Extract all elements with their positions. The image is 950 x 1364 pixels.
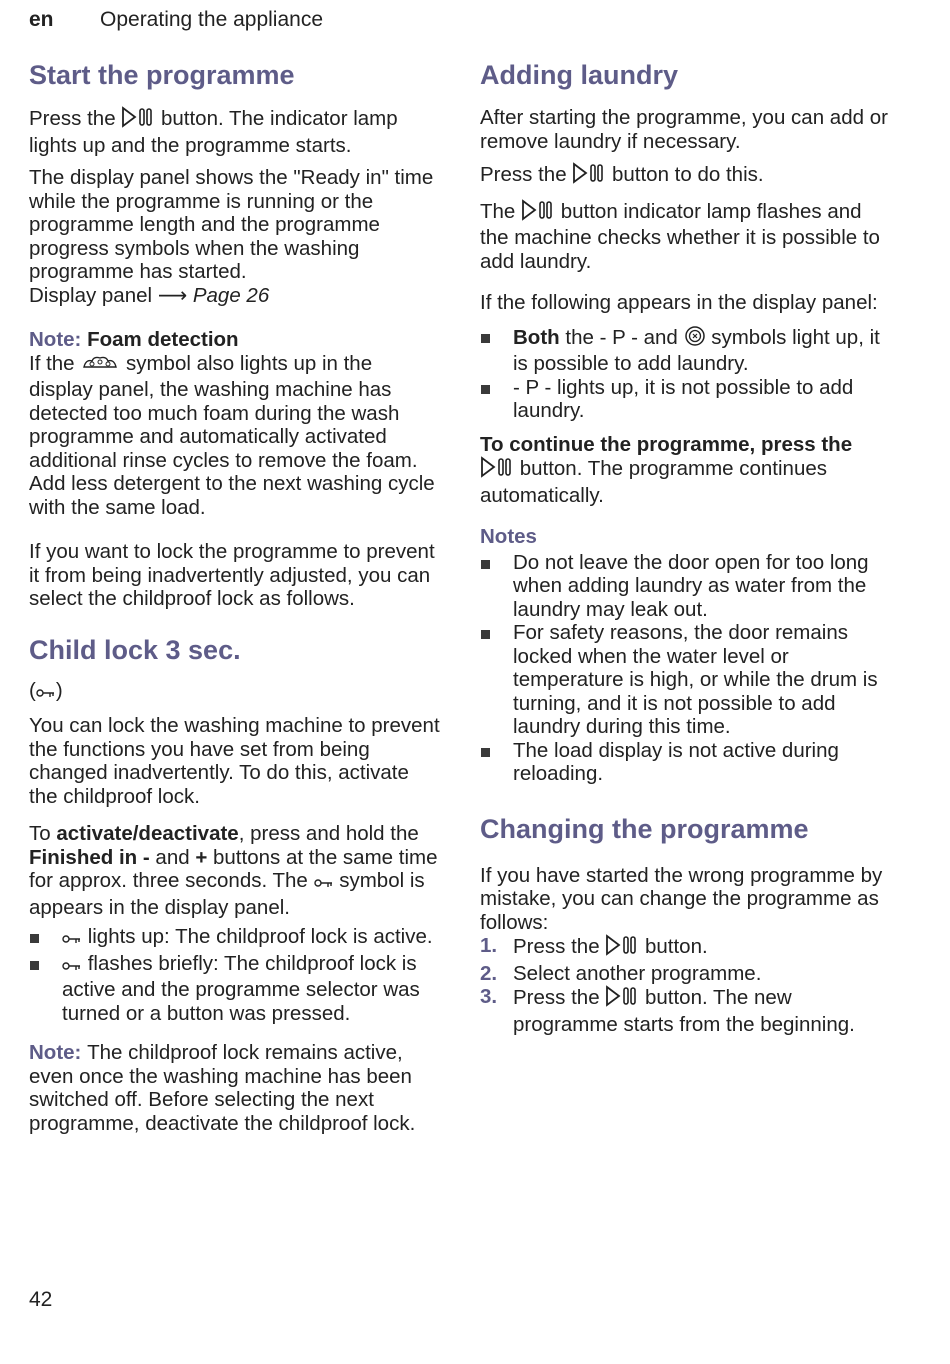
note-label: Note: <box>29 328 88 351</box>
key-icon <box>36 682 56 706</box>
arrow-icon: ⟶ <box>157 283 188 307</box>
start-programme-heading: Start the programme <box>29 60 295 90</box>
foam-icon <box>80 353 120 379</box>
list-item: Both the - P - and symbols light up, it is possible to add laundry. <box>480 325 892 376</box>
list-item: The load display is not active during reloading. <box>480 739 892 786</box>
foam-note: Note: Foam detection If the symbol also lights up in the display panel, the washing machine has detected too much foam during the wash programme and automatically activated additional rinse cycles to remove the foam. Add less detergent to the next washing cycle with the same load. <box>29 328 435 519</box>
bullet-icon <box>481 385 490 394</box>
child-lock-note: Note: The childproof lock remains active, even once the washing machine has been switched off. Before selecting the next programme, deactivate the childproof lock. <box>29 1041 416 1135</box>
language-code: en <box>29 8 54 31</box>
child-lock-list <box>29 925 441 1025</box>
list-item: lights up: The childproof lock is active. <box>29 925 441 952</box>
child-lock-heading: Child lock 3 sec. <box>29 634 241 665</box>
child-lock-paragraph-1: You can lock the washing machine to prevent the functions you have set from being changed inadvertently. To do this, activate the childproof lock. <box>29 714 440 808</box>
start-pause-icon <box>480 456 514 484</box>
step-number: 1. <box>480 934 498 957</box>
page-reference-link[interactable]: Page 26 <box>187 283 270 307</box>
start-paragraph-2: The display panel shows the "Ready in" time while the programme is running or the programme length and the programme progress symbols when the washing programme has started. Display panel ⟶ Page 26 <box>29 166 434 307</box>
add-laundry-icon <box>684 325 706 353</box>
start-pause-icon <box>605 934 639 962</box>
list-item: 3. Press the button. The new programme starts from the beginning. <box>480 985 855 1036</box>
left-column <box>29 58 441 1144</box>
list-item: - P - lights up, it is not possible to add laundry. <box>480 376 892 423</box>
start-pause-icon <box>121 106 155 134</box>
adding-paragraph-1: After starting the programme, you can add or remove laundry if necessary. <box>480 106 888 153</box>
right-column <box>480 58 892 1036</box>
list-item: Do not leave the door open for too long when adding laundry as water from the laundry may leak out. <box>480 551 892 622</box>
key-icon <box>62 928 82 952</box>
adding-paragraph-2: Press the button to do this. <box>480 162 892 190</box>
changing-programme-heading: Changing the programme <box>480 813 809 844</box>
chapter-title: Operating the appliance <box>100 8 323 31</box>
page-header <box>29 8 323 32</box>
notes-label: Notes <box>480 525 537 548</box>
list-item: For safety reasons, the door remains locked when the water level or temperature is high, or while the drum is turning, and it is not possible to add laundry during this time. <box>480 621 892 739</box>
child-lock-symbol: ( ) <box>29 679 441 706</box>
adding-paragraph-4: If the following appears in the display panel: <box>480 291 878 314</box>
page-number: 42 <box>29 1288 53 1311</box>
child-lock-paragraph-2: To activate/deactivate, press and hold the Finished in - and + buttons at the same time for approx. three seconds. The symbol is appears in the display panel. <box>29 822 438 919</box>
step-number: 3. <box>480 985 498 1008</box>
key-icon <box>62 955 82 979</box>
adding-paragraph-3: The button indicator lamp flashes and the machine checks whether it is possible to add laundry. <box>480 199 880 273</box>
start-paragraph-3: If you want to lock the programme to prevent it from being inadvertently adjusted, you can select the childproof lock as follows. <box>29 540 435 610</box>
notes-list <box>480 551 892 786</box>
list-item: 2. Select another programme. <box>480 961 762 985</box>
start-pause-icon <box>605 985 639 1013</box>
bullet-icon <box>30 961 39 970</box>
bullet-icon <box>481 630 490 639</box>
list-item: flashes briefly: The childproof lock is active and the programme selector was turned or a button was pressed. <box>29 952 441 1026</box>
changing-steps-list <box>480 934 892 1036</box>
bullet-icon <box>481 334 490 343</box>
start-pause-icon <box>521 199 555 227</box>
start-paragraph-1: Press the button. The indicator lamp lights up and the programme starts. <box>29 107 398 157</box>
foam-detection-title: Foam detection <box>87 328 239 351</box>
start-pause-icon <box>572 162 606 190</box>
adding-laundry-heading: Adding laundry <box>480 60 678 90</box>
list-item: 1. Press the button. <box>480 934 892 962</box>
display-conditions-list <box>480 325 892 423</box>
key-icon <box>314 872 334 896</box>
step-number: 2. <box>480 961 498 985</box>
bullet-icon <box>481 560 490 569</box>
bullet-icon <box>481 748 490 757</box>
changing-paragraph-1: If you have started the wrong programme by mistake, you can change the programme as follows: <box>480 863 883 934</box>
bullet-icon <box>30 934 39 943</box>
continue-paragraph: To continue the programme, press the button. The programme continues automatically. <box>480 432 853 507</box>
note-label: Note: <box>29 1041 88 1064</box>
